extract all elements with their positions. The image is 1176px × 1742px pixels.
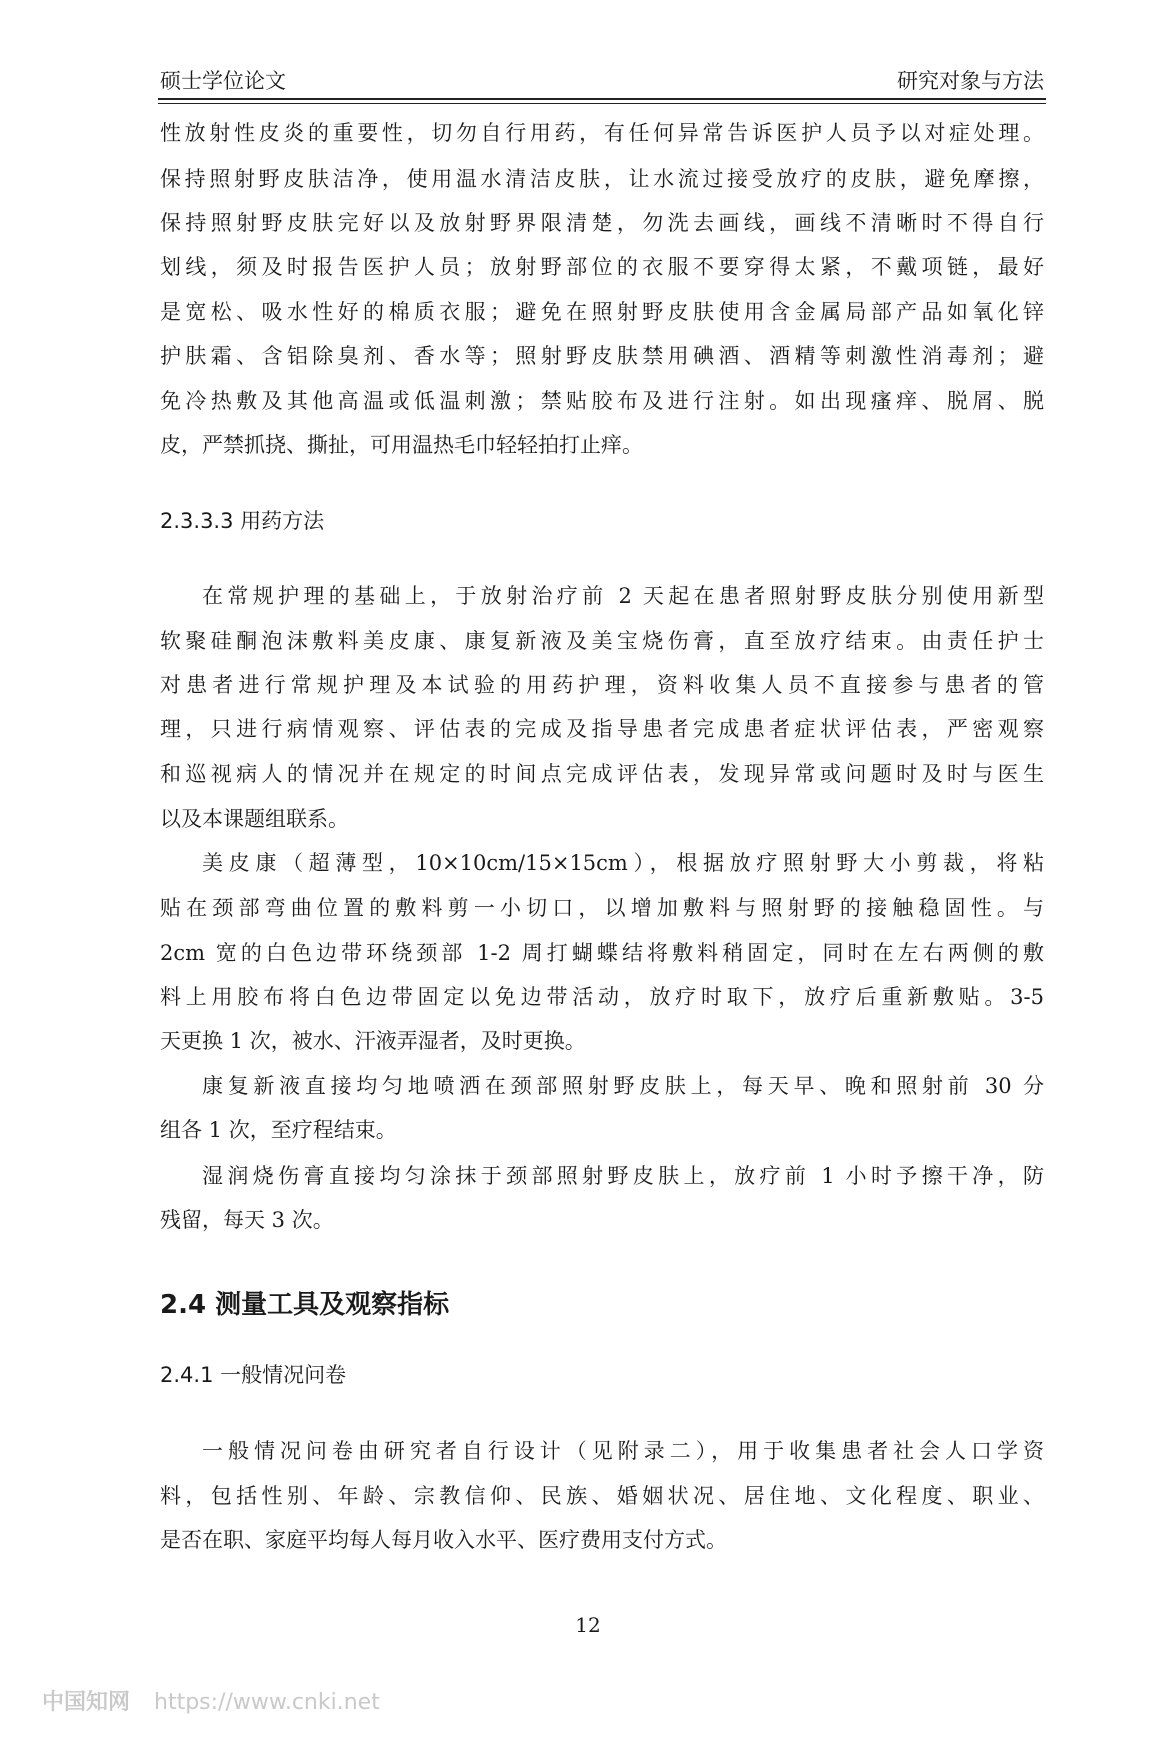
paragraph-line: 残留，每天 3 次。 bbox=[160, 1208, 334, 1232]
paragraph-line: 料，包括性别、年龄、宗教信仰、民族、婚姻状况、居住地、文化程度、职业、 bbox=[160, 1484, 1044, 1508]
paragraph-line: 组各 1 次，至疗程结束。 bbox=[160, 1118, 397, 1142]
paragraph-line: 是宽松、吸水性好的棉质衣服；避免在照射野皮肤使用含金属局部产品如氧化锌 bbox=[160, 300, 1044, 324]
paragraph-line: 理，只进行病情观察、评估表的完成及指导患者完成患者症状评估表，严密观察 bbox=[160, 717, 1044, 741]
paragraph-line: 料上用胶布将白色边带固定以免边带活动，放疗时取下，放疗后重新敷贴。3-5 bbox=[160, 985, 1044, 1009]
paragraph-line: 和巡视病人的情况并在规定的时间点完成评估表，发现异常或问题时及时与医生 bbox=[160, 762, 1044, 786]
paragraph-line: 天更换 1 次，被水、汗液弄湿者，及时更换。 bbox=[160, 1029, 586, 1053]
paragraph-line: 性放射性皮炎的重要性，切勿自行用药，有任何异常告诉医护人员予以对症处理。 bbox=[160, 121, 1044, 145]
paragraph-line: 以及本课题组联系。 bbox=[160, 807, 349, 831]
paragraph-line: 美皮康（超薄型，10×10cm/15×15cm），根据放疗照射野大小剪裁，将粘 bbox=[202, 851, 1044, 875]
paragraph-line: 康复新液直接均匀地喷洒在颈部照射野皮肤上，每天早、晚和照射前 30 分 bbox=[202, 1074, 1044, 1098]
header-thesis-type: 硕士学位论文 bbox=[160, 69, 286, 93]
paragraph-line: 是否在职、家庭平均每人每月收入水平、医疗费用支付方式。 bbox=[160, 1528, 727, 1552]
header-rule-thin bbox=[158, 103, 1046, 104]
paragraph-line: 一般情况问卷由研究者自行设计（见附录二），用于收集患者社会人口学资 bbox=[202, 1439, 1044, 1463]
paragraph-line: 2cm 宽的白色边带环绕颈部 1-2 周打蝴蝶结将敷料稍固定，同时在左右两侧的敷 bbox=[160, 941, 1044, 965]
paragraph-line: 湿润烧伤膏直接均匀涂抹于颈部照射野皮肤上，放疗前 1 小时予擦干净，防 bbox=[202, 1164, 1044, 1188]
header-chapter-title: 研究对象与方法 bbox=[897, 69, 1044, 93]
paragraph-line: 贴在颈部弯曲位置的敷料剪一小切口，以增加敷料与照射野的接触稳固性。与 bbox=[160, 896, 1044, 920]
watermark bbox=[42, 1688, 380, 1718]
running-header bbox=[160, 62, 1044, 100]
paragraph-line: 护肤霜、含铝除臭剂、香水等；照射野皮肤禁用碘酒、酒精等刺激性消毒剂；避 bbox=[160, 344, 1044, 368]
paragraph-line: 皮，严禁抓挠、撕扯，可用温热毛巾轻轻拍打止痒。 bbox=[160, 433, 643, 457]
watermark-logo: 中国知网 bbox=[42, 1690, 131, 1715]
header-rule-thick bbox=[158, 98, 1046, 100]
section-heading-2-4-1: 2.4.1 一般情况问卷 bbox=[160, 1363, 347, 1387]
watermark-url: https://www.cnki.net bbox=[154, 1690, 380, 1715]
paragraph-line: 对患者进行常规护理及本试验的用药护理，资料收集人员不直接参与患者的管 bbox=[160, 673, 1044, 697]
paragraph-line: 在常规护理的基础上，于放射治疗前 2 天起在患者照射野皮肤分别使用新型 bbox=[202, 584, 1044, 608]
section-heading-2-3-3-3: 2.3.3.3 用药方法 bbox=[160, 509, 325, 533]
section-heading-2-4: 2.4 测量工具及观察指标 bbox=[160, 1290, 450, 1320]
paragraph-line: 保持照射野皮肤完好以及放射野界限清楚，勿洗去画线，画线不清晰时不得自行 bbox=[160, 211, 1044, 235]
page-number: 12 bbox=[575, 1613, 601, 1637]
paragraph-line: 保持照射野皮肤洁净，使用温水清洁皮肤，让水流过接受放疗的皮肤，避免摩擦， bbox=[160, 167, 1044, 191]
paragraph-line: 软聚硅酮泡沫敷料美皮康、康复新液及美宝烧伤膏，直至放疗结束。由责任护士 bbox=[160, 629, 1044, 653]
paragraph-line: 免冷热敷及其他高温或低温刺激；禁贴胶布及进行注射。如出现瘙痒、脱屑、脱 bbox=[160, 389, 1044, 413]
paragraph-line: 划线，须及时报告医护人员；放射野部位的衣服不要穿得太紧，不戴项链，最好 bbox=[160, 255, 1044, 279]
